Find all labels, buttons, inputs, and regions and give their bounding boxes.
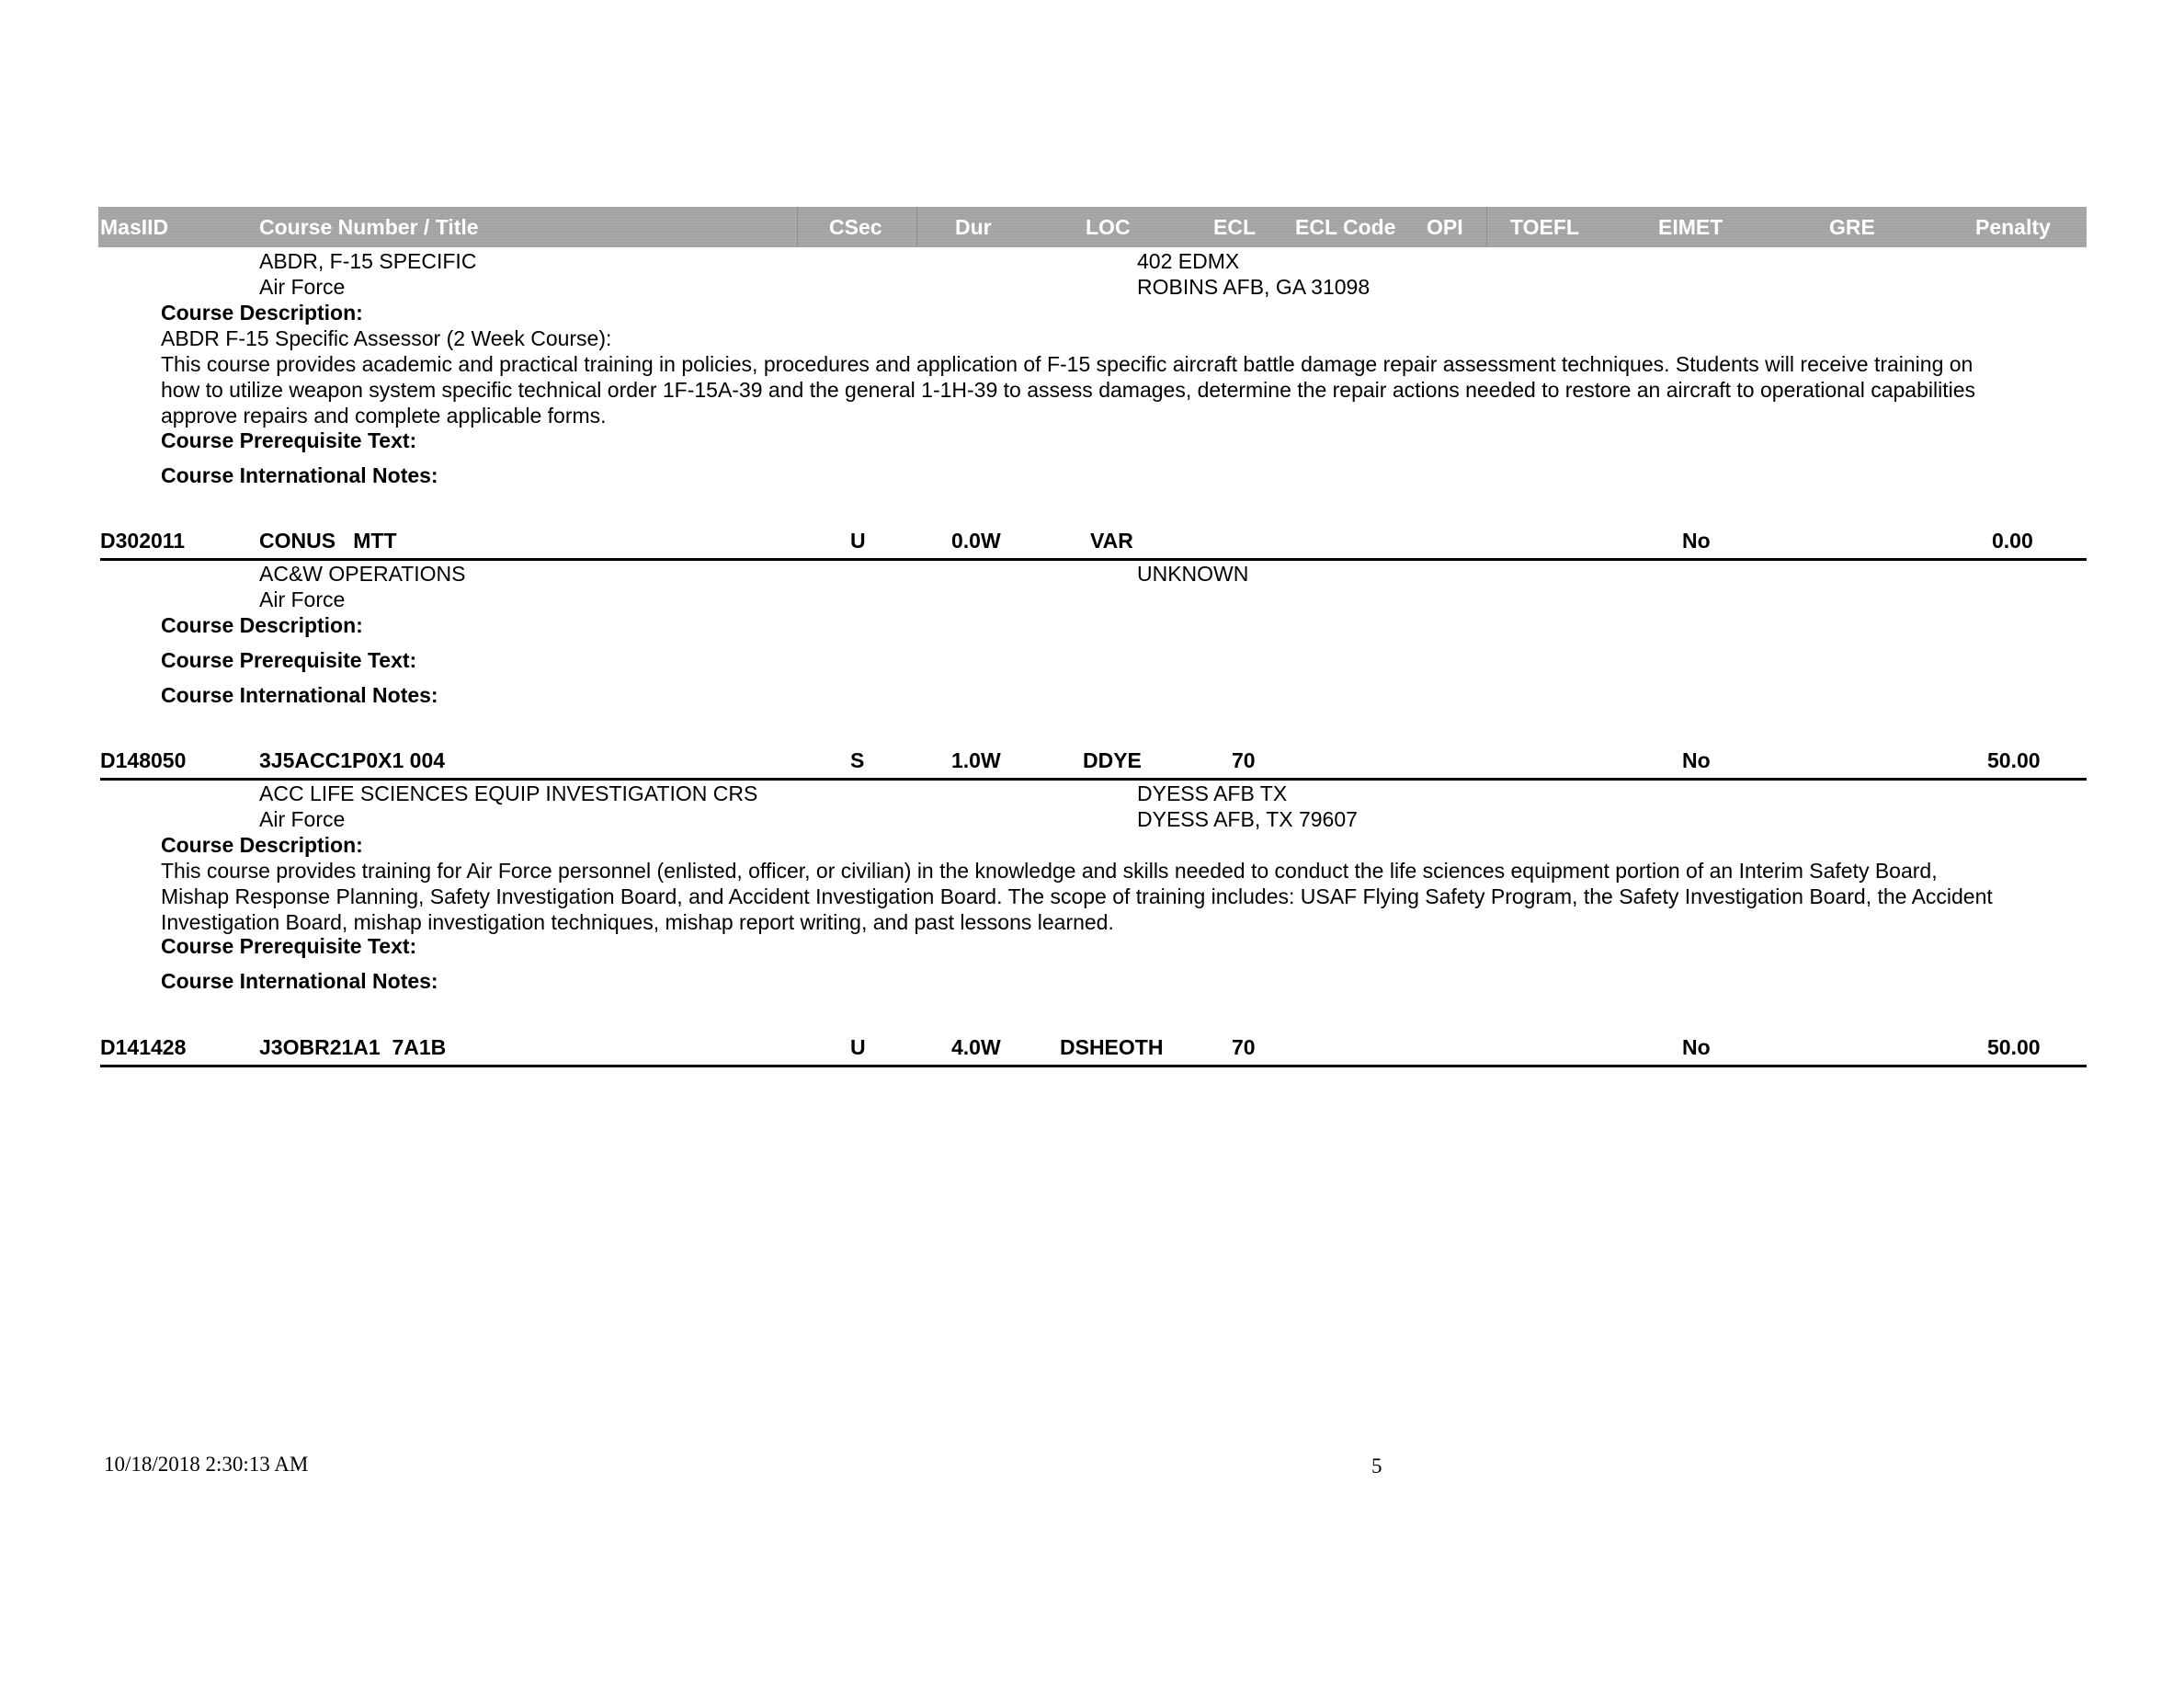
course-service: Air Force [259,807,346,831]
col-header-masiid: MasIID [100,215,169,239]
ecl: 70 [1232,748,1256,772]
course-title: ACC LIFE SCIENCES EQUIP INVESTIGATION CRS [259,781,758,805]
course-number: J3OBR21A1 7A1B [259,1035,447,1059]
location-line-2: DYESS AFB, TX 79607 [1137,807,1358,831]
duration: 0.0W [951,529,1001,553]
col-header-ecl-code: ECL Code [1295,215,1396,239]
location-line-2: ROBINS AFB, GA 31098 [1137,275,1371,299]
penalty: 50.00 [1987,748,2041,772]
international-notes-label: Course International Notes: [161,463,438,487]
table-header [98,207,2087,247]
international-notes-label: Course International Notes: [161,683,438,707]
course-service: Air Force [259,275,346,299]
description-label: Course Description: [161,613,363,637]
header-divider [916,207,917,247]
col-header-penalty: Penalty [1975,215,2051,239]
description-label: Course Description: [161,833,363,857]
csec: U [850,1035,866,1059]
page-number: 5 [1371,1454,1382,1477]
header-divider [1486,207,1487,247]
penalty: 50.00 [1987,1035,2041,1059]
course-number: 3J5ACC1P0X1 004 [259,748,446,772]
location-line-1: 402 EDMX [1137,249,1240,273]
location-line-1: UNKNOWN [1137,562,1249,586]
description-text: This course provides academic and practical training in policies, procedures and application of F-15 specific aircraft battle damage repair assessment techniques. Students will receive training on how to utilize weapon system specific technical order 1F-15A-39 and the general 1-1H-39 to assess damages, determine the repair actions needed to restore an aircraft to operational capabilities approve repairs and complete applicable forms. [161,352,1975,428]
international-notes-label: Course International Notes: [161,969,438,993]
course-title: AC&W OPERATIONS [259,562,466,586]
header-divider [797,207,798,247]
duration: 1.0W [951,748,1001,772]
loc-code: DSHEOTH [1060,1035,1164,1059]
col-header-dur: Dur [955,215,992,239]
col-header-opi: OPI [1427,215,1463,239]
prerequisite-label: Course Prerequisite Text: [161,648,417,672]
course-number: CONUS MTT [259,529,397,553]
location-line-1: DYESS AFB TX [1137,781,1288,805]
col-header-course: Course Number / Title [259,215,479,239]
prerequisite-label: Course Prerequisite Text: [161,428,417,452]
eimet: No [1682,529,1711,553]
loc-code: VAR [1090,529,1133,553]
penalty: 0.00 [1992,529,2033,553]
csec: S [850,748,865,772]
loc-code: DDYE [1083,748,1142,772]
col-header-ecl: ECL [1213,215,1256,239]
masiid: D148050 [100,748,187,772]
col-header-toefl: TOEFL [1510,215,1579,239]
eimet: No [1682,748,1711,772]
masiid: D141428 [100,1035,187,1059]
description-text: This course provides training for Air Force personnel (enlisted, officer, or civilian) in the knowledge and skills needed to conduct the life sciences equipment portion of an Interim Safety Board, Mishap Response Planning, Safety Investigation Board, and Accident Investigation Board. The scope of training includes: USAF Flying Safety Program, the Safety Investigation Board, the Accident Investigation Board, mishap investigation techniques, mishap report writing, and past lessons learned. [161,859,1993,934]
course-title: ABDR, F-15 SPECIFIC [259,249,477,273]
col-header-csec: CSec [829,215,882,239]
col-header-eimet: EIMET [1658,215,1723,239]
csec: U [850,529,866,553]
prerequisite-label: Course Prerequisite Text: [161,934,417,958]
masiid: D302011 [100,529,186,553]
description-intro: ABDR F-15 Specific Assessor (2 Week Course): [161,326,612,350]
ecl: 70 [1232,1035,1256,1059]
description-label: Course Description: [161,301,363,325]
col-header-gre: GRE [1829,215,1875,239]
row-divider [100,1065,2087,1067]
duration: 4.0W [951,1035,1001,1059]
course-service: Air Force [259,587,346,611]
col-header-loc: LOC [1086,215,1131,239]
eimet: No [1682,1035,1711,1059]
report-timestamp: 10/18/2018 2:30:13 AM [104,1453,309,1476]
